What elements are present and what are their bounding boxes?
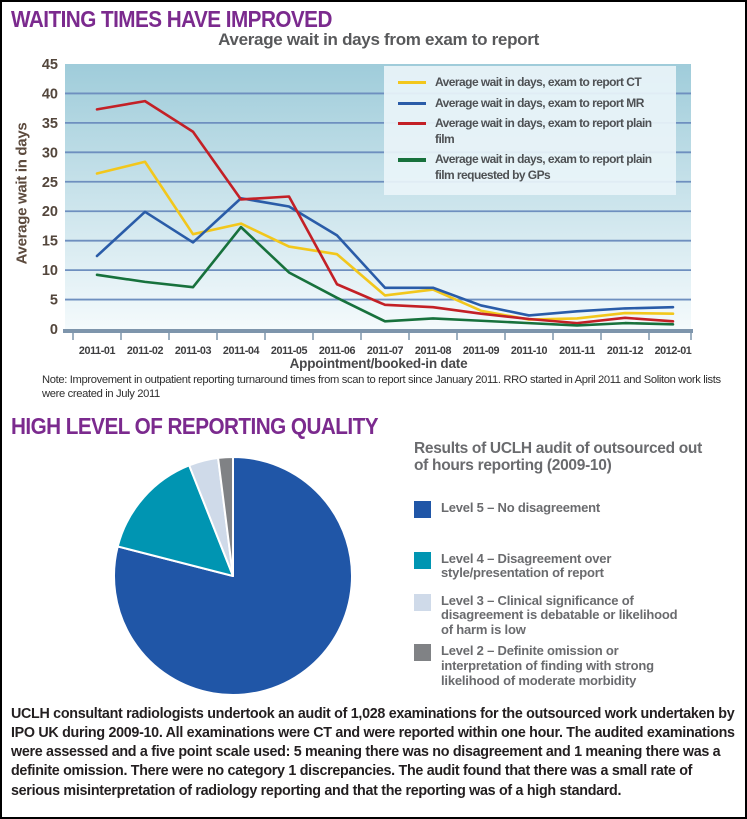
x-tick-label: 2011-04 bbox=[222, 345, 260, 357]
y-tick-label: 5 bbox=[49, 292, 58, 309]
chart-note: Note: Improvement in outpatient reporting turnaround times from scan to report since January 2011. RRO started in April 2011 and Soliton work lists were created in July 2011 bbox=[42, 374, 721, 401]
section-title-waiting-times: WAITING TIMES HAVE IMPROVED bbox=[11, 6, 332, 32]
legend-entry-label: Average wait in days, exam to report CT bbox=[435, 75, 642, 89]
pie-legend-label: Level 4 – Disagreement over style/presentation of report bbox=[441, 550, 612, 581]
x-tick-label: 2011-02 bbox=[126, 345, 164, 357]
x-tick-label: 2012-01 bbox=[654, 345, 692, 357]
x-tick-label: 2011-05 bbox=[270, 345, 308, 357]
pie-legend-label: Level 2 – Definite omission or interpretation of finding with strong likelihood of moderate morbidity bbox=[441, 643, 654, 688]
x-tick-label: 2011-08 bbox=[414, 345, 452, 357]
legend-entry bbox=[398, 116, 672, 147]
legend-color-chip bbox=[414, 644, 431, 661]
pie-legend-item bbox=[414, 552, 720, 581]
section-title-reporting-quality: HIGH LEVEL OF REPORTING QUALITY bbox=[11, 413, 379, 439]
legend-line-swatch bbox=[398, 158, 426, 161]
legend-color-chip bbox=[414, 501, 431, 518]
pie-legend-title: Results of UCLH audit of outsourced out of hours reporting (2009-10) bbox=[414, 440, 702, 475]
y-tick-label: 40 bbox=[41, 86, 58, 103]
line-chart-legend bbox=[384, 66, 676, 195]
x-axis-title: Appointment/booked-in date bbox=[289, 356, 468, 371]
x-tick-label: 2011-09 bbox=[462, 345, 500, 357]
y-tick-label: 25 bbox=[41, 174, 58, 191]
pie-legend bbox=[414, 440, 720, 688]
legend-entry bbox=[398, 152, 672, 183]
x-tick-label: 2011-06 bbox=[318, 345, 356, 357]
y-tick-label: 20 bbox=[41, 204, 58, 221]
y-tick-label: 30 bbox=[41, 145, 58, 162]
y-tick-label: 45 bbox=[41, 57, 58, 73]
y-tick-label: 10 bbox=[41, 263, 58, 280]
pie-legend-item bbox=[414, 644, 720, 688]
pie-legend-label: Level 5 – No disagreement bbox=[441, 499, 601, 515]
x-tick-label: 2011-01 bbox=[78, 345, 116, 357]
legend-line-swatch bbox=[398, 102, 426, 105]
line-chart-title: Average wait in days from exam to report bbox=[218, 30, 539, 49]
y-tick-label: 0 bbox=[49, 322, 58, 338]
y-axis-title: Average wait in days bbox=[13, 122, 31, 265]
y-tick-label: 35 bbox=[41, 115, 58, 132]
pie-legend-item bbox=[414, 501, 720, 518]
legend-color-chip bbox=[414, 594, 431, 611]
x-axis-line bbox=[63, 329, 693, 333]
legend-line-swatch bbox=[398, 122, 426, 125]
x-tick-label: 2011-11 bbox=[559, 345, 595, 357]
legend-entry bbox=[398, 96, 672, 112]
y-tick-label: 15 bbox=[41, 233, 58, 250]
legend-line-swatch bbox=[398, 81, 426, 84]
legend-entry-label: Average wait in days, exam to report MR bbox=[435, 95, 644, 110]
pie-legend-label: Level 3 – Clinical significance of disagreement is debatable or likelihood of harm is low bbox=[441, 592, 678, 637]
x-tick-label: 2011-12 bbox=[606, 345, 644, 357]
pie-chart bbox=[98, 441, 368, 711]
legend-entry-label: Average wait in days, exam to report plain film requested by GPs bbox=[435, 152, 652, 182]
legend-entry bbox=[398, 75, 672, 91]
x-tick-label: 2011-03 bbox=[174, 345, 212, 357]
legend-entry-label: Average wait in days, exam to report plain film bbox=[435, 116, 652, 146]
x-tick-label: 2011-10 bbox=[510, 345, 548, 357]
legend-color-chip bbox=[414, 552, 431, 569]
x-tick-label: 2011-07 bbox=[366, 345, 404, 357]
pie-legend-item bbox=[414, 594, 720, 638]
audit-summary-paragraph: UCLH consultant radiologists undertook an audit of 1,028 examinations for the outsourced work undertaken by IPO UK during 2009-10. All examinations were CT and were reported within one hour. The audited examinations were assessed and a five point scale used: 5 meaning there was no disagreement and 1 meaning there was a definite omission. There were no category 1 discrepancies. The audit found that there was a small rate of serious misinterpretation of radiology reporting and that the reporting was of a high standard. bbox=[11, 706, 735, 799]
